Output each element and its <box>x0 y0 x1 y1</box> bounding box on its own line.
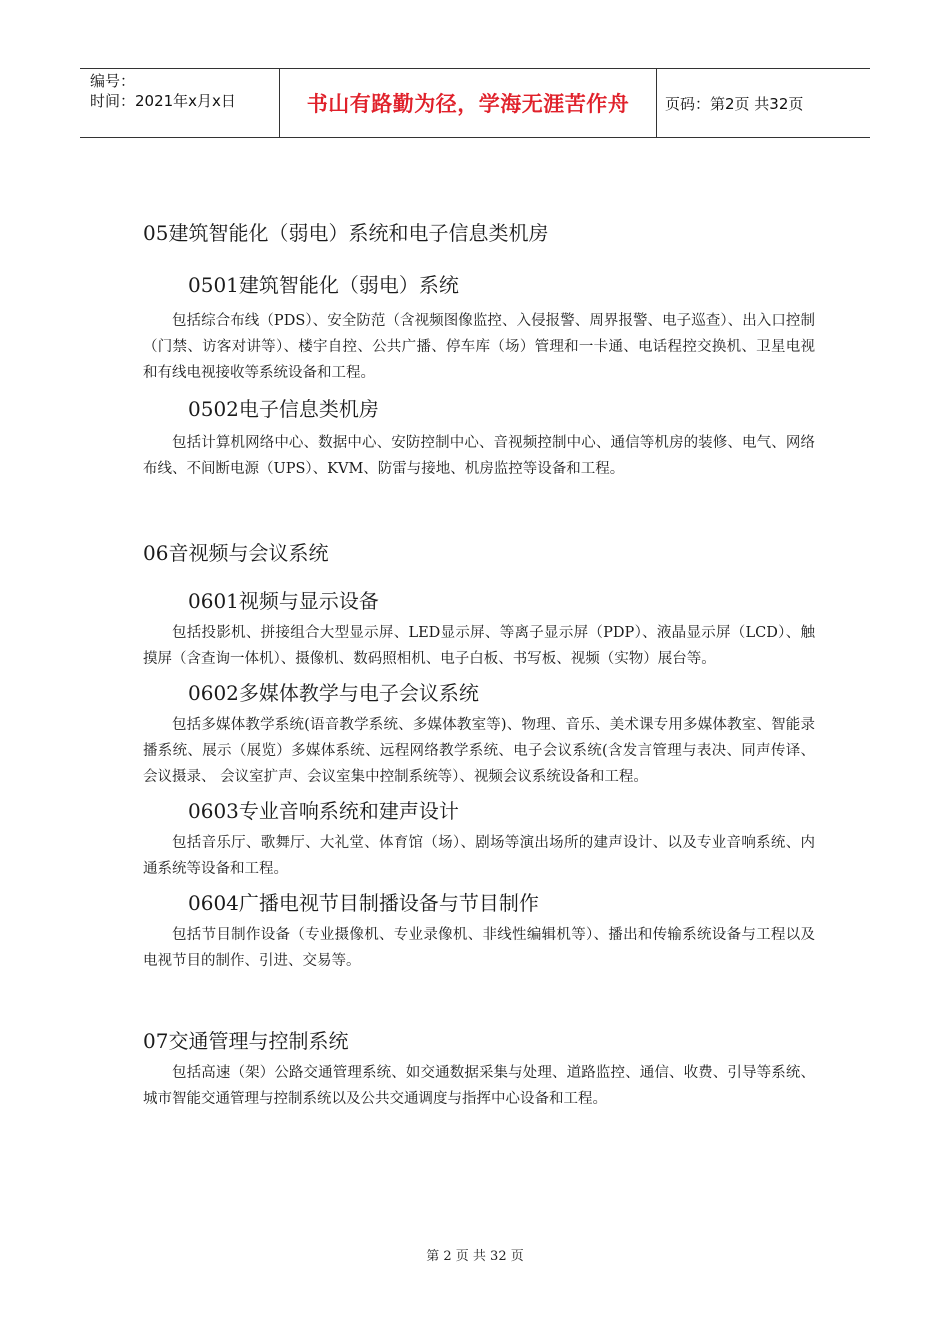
subsection-heading-0502: 0502电子信息类机房 <box>188 397 379 421</box>
header-meta <box>80 69 280 137</box>
subsection-heading-0602: 0602多媒体教学与电子会议系统 <box>188 681 479 705</box>
document-number-label: 编号： <box>90 72 136 90</box>
document-date: 时间：2021年x月x日 <box>90 92 236 110</box>
page-footer: 第 2 页 共 32 页 <box>426 1249 524 1264</box>
subsection-text-0602: 包括多媒体教学系统(语音教学系统、多媒体教室等)、物理、音乐、美术课专用多媒体教室、智能录播系统、展示（展览）多媒体系统、远程网络教学系统、电子会议系统(含发言管理与表决、同声传译、会议摄录、 会议室扩声、会议室集中控制系统等）、视频会议系统设备和工程。 <box>143 717 815 785</box>
document-body <box>143 218 815 1112</box>
subsection-heading-0604: 0604广播电视节目制播设备与节目制作 <box>188 891 539 915</box>
section-heading-07: 07交通管理与控制系统 <box>143 1029 349 1053</box>
section-heading-05: 05建筑智能化（弱电）系统和电子信息类机房 <box>143 221 549 245</box>
subsection-heading-0501: 0501建筑智能化（弱电）系统 <box>188 273 459 297</box>
subsection-text-0502: 包括计算机网络中心、数据中心、安防控制中心、音视频控制中心、通信等机房的装修、电气、网络布线、不间断电源（UPS）、KVM、防雷与接地、机房监控等设备和工程。 <box>143 435 815 477</box>
subsection-text-0501: 包括综合布线（PDS）、安全防范（含视频图像监控、入侵报警、周界报警、电子巡查）、出入口控制（门禁、访客对讲等）、楼宇自控、公共广播、停车库（场）管理和一卡通、电话程控交换机、卫星电视和有线电视接收等系统设备和工程。 <box>143 313 815 381</box>
subsection-heading-0603: 0603专业音响系统和建声设计 <box>188 799 459 823</box>
page-header <box>80 68 870 138</box>
section-heading-06: 06音视频与会议系统 <box>143 541 329 565</box>
subsection-text-0604: 包括节目制作设备（专业摄像机、专业录像机、非线性编辑机等）、播出和传输系统设备与工程以及电视节目的制作、引进、交易等。 <box>143 927 815 969</box>
subsection-text-0601: 包括投影机、拼接组合大型显示屏、LED显示屏、等离子显示屏（PDP）、液晶显示屏（LCD）、触摸屏（含查询一体机）、摄像机、数码照相机、电子白板、书写板、视频（实物）展台等。 <box>143 625 815 667</box>
header-motto: 书山有路勤为径，学海无涯苦作舟 <box>280 69 657 137</box>
subsection-text-0603: 包括音乐厅、歌舞厅、大礼堂、体育馆（场）、剧场等演出场所的建声设计、以及专业音响系统、内通系统等设备和工程。 <box>143 835 815 877</box>
section-text-07: 包括高速（架）公路交通管理系统、如交通数据采集与处理、道路监控、通信、收费、引导等系统、城市智能交通管理与控制系统以及公共交通调度与指挥中心设备和工程。 <box>143 1065 815 1107</box>
header-page-info: 页码：第2页 共32页 <box>665 94 804 113</box>
subsection-heading-0601: 0601视频与显示设备 <box>188 589 379 613</box>
